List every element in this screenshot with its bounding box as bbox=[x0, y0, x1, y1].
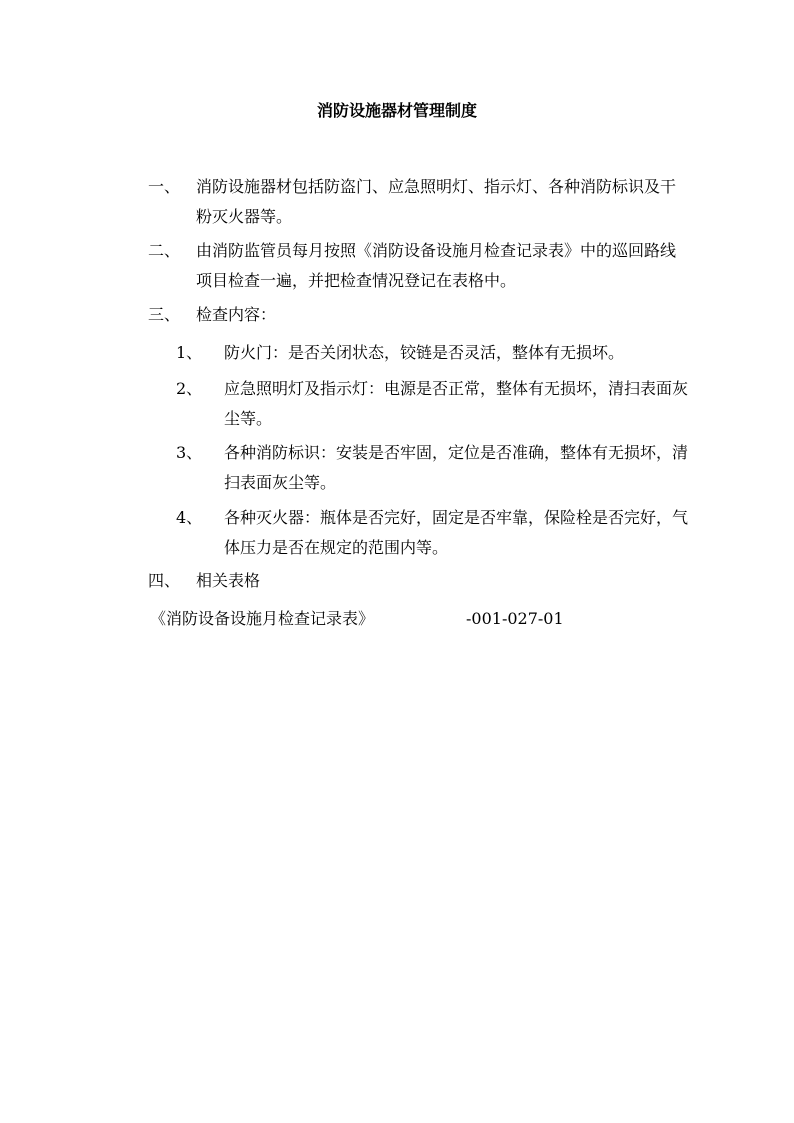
section-text: 由消防监管员每月按照《消防设备设施月检查记录表》中的巡回路线项目检查一遍，并把检查情况登记在表格中。 bbox=[196, 241, 677, 290]
section-number: 四、 bbox=[148, 571, 181, 590]
check-item-4 bbox=[176, 503, 688, 563]
reference-form-code: -001-027-01 bbox=[466, 609, 564, 628]
section-number: 二、 bbox=[148, 241, 181, 260]
item-text: 各种消防标识：安装是否牢固，定位是否准确，整体有无损坏，清扫表面灰尘等。 bbox=[224, 443, 689, 492]
section-number: 三、 bbox=[148, 305, 181, 324]
item-number: 2、 bbox=[176, 379, 203, 398]
item-text: 防火门：是否关闭状态，铰链是否灵活，整体有无损坏。 bbox=[224, 343, 625, 362]
section-4 bbox=[148, 566, 688, 596]
section-number: 一、 bbox=[148, 177, 181, 196]
document-title: 消防设施器材管理制度 bbox=[316, 101, 477, 120]
item-text: 应急照明灯及指示灯：电源是否正常，整体有无损坏，清扫表面灰尘等。 bbox=[224, 379, 689, 428]
item-number: 3、 bbox=[176, 443, 203, 462]
item-number: 1、 bbox=[176, 343, 203, 362]
section-text: 检查内容： bbox=[196, 305, 277, 324]
item-text: 各种灭火器：瓶体是否完好，固定是否牢靠，保险栓是否完好，气体压力是否在规定的范围内等。 bbox=[224, 508, 689, 557]
check-item-3 bbox=[176, 438, 688, 498]
section-1 bbox=[148, 172, 688, 232]
section-text: 消防设施器材包括防盗门、应急照明灯、指示灯、各种消防标识及干粉灭火器等。 bbox=[196, 177, 677, 226]
check-item-1 bbox=[176, 338, 688, 368]
section-2 bbox=[148, 236, 688, 296]
section-3 bbox=[148, 300, 688, 330]
reference-form-name: 《消防设备设施月检查记录表》 bbox=[150, 609, 375, 628]
reference-line bbox=[150, 604, 690, 634]
section-text: 相关表格 bbox=[196, 571, 261, 590]
item-number: 4、 bbox=[176, 508, 203, 527]
check-item-2 bbox=[176, 374, 688, 434]
